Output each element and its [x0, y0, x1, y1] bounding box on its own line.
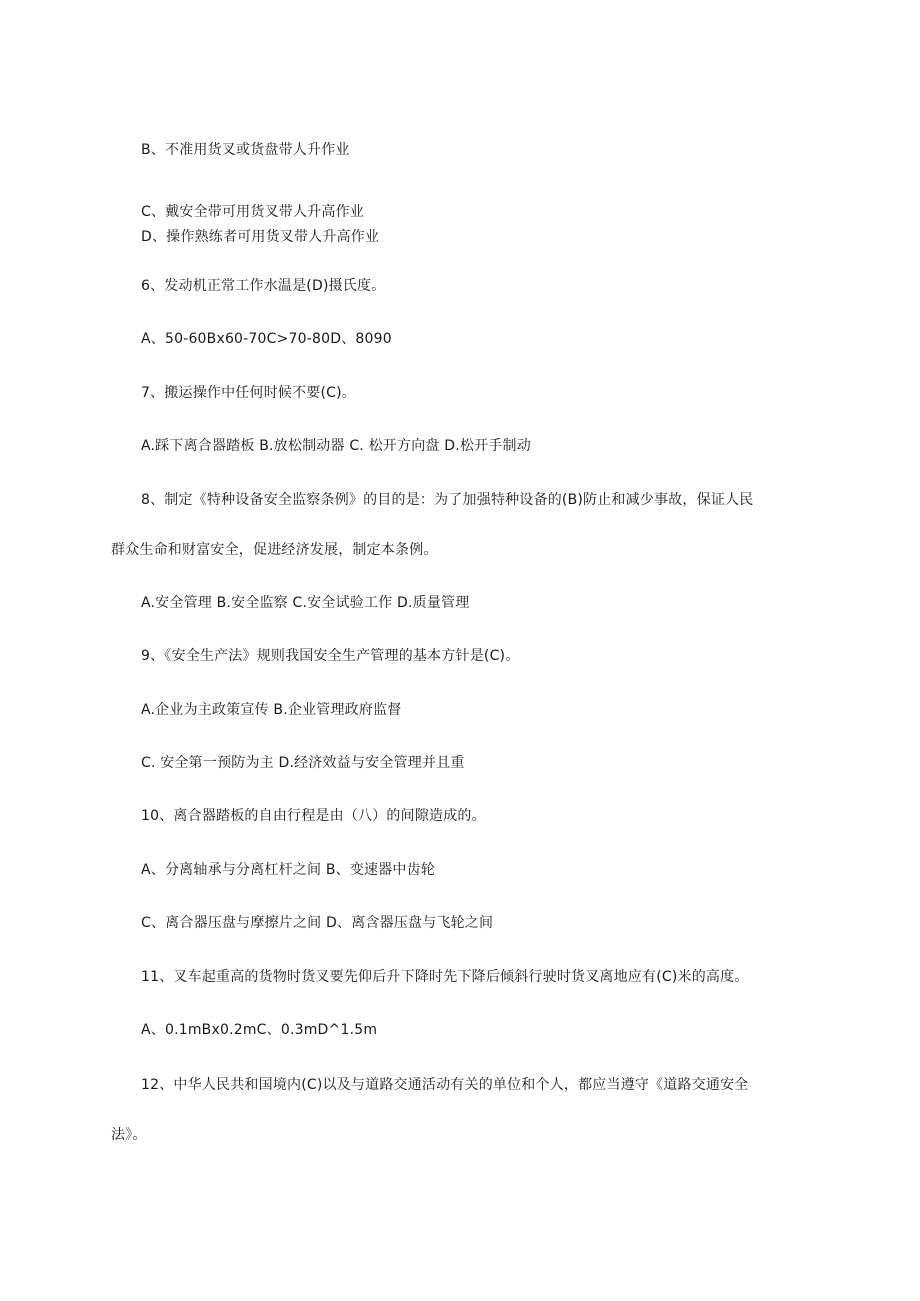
options-q10-line-2: C、离合器压盘与摩擦片之间 D、离含器压盘与飞轮之间 [141, 915, 494, 931]
option-c-q5: C、戴安全带可用货叉带人升高作业 [141, 204, 364, 220]
question-12-line-2: 法》。 [111, 1127, 147, 1143]
question-8-line-2: 群众生命和财富安全，促进经济发展，制定本条例。 [111, 542, 438, 558]
options-q10-line-1: A、分离轴承与分离杠杆之间 B、变速器中齿轮 [141, 862, 436, 878]
options-q6: A、50-60Bx60-70C>70-80D、8090 [141, 331, 392, 347]
question-8-line-1: 8、制定《特种设备安全监察条例》的目的是：为了加强特种设备的(B)防止和减少事故，保证人民 [141, 492, 754, 508]
question-9: 9、《安全生产法》规则我国安全生产管理的基本方针是(C)。 [141, 648, 520, 664]
options-q8: A.安全管理 B.安全监察 C.安全试验工作 D.质量管理 [141, 595, 470, 611]
question-11: 11、叉车起重高的货物时货叉要先仰后升下降时先下降后倾斜行驶时货叉离地应有(C)米的高度。 [141, 969, 749, 985]
question-12-line-1: 12、中华人民共和国境内(C)以及与道路交通活动有关的单位和个人，都应当遵守《道路交通安全 [141, 1077, 749, 1093]
options-q11: A、0.1mBx0.2mC、0.3mD^1.5m [141, 1022, 378, 1038]
options-q9-line-1: A.企业为主政策宣传 B.企业管理政府监督 [141, 702, 402, 718]
options-q7: A.踩下离合器踏板 B.放松制动器 C. 松开方向盘 D.松开手制动 [141, 438, 531, 454]
question-10: 10、离合器踏板的自由行程是由（八）的间隙造成的。 [141, 808, 486, 824]
question-6: 6、发动机正常工作水温是(D)摄氏度。 [141, 278, 386, 294]
options-q9-line-2: C. 安全第一预防为主 D.经济效益与安全管理并且重 [141, 755, 465, 771]
option-b-q5: B、不准用货叉或货盘带人升作业 [141, 142, 350, 158]
option-d-q5: D、操作熟练者可用货叉带人升高作业 [141, 229, 380, 245]
question-7: 7、搬运操作中任何时候不要(C)。 [141, 385, 357, 401]
